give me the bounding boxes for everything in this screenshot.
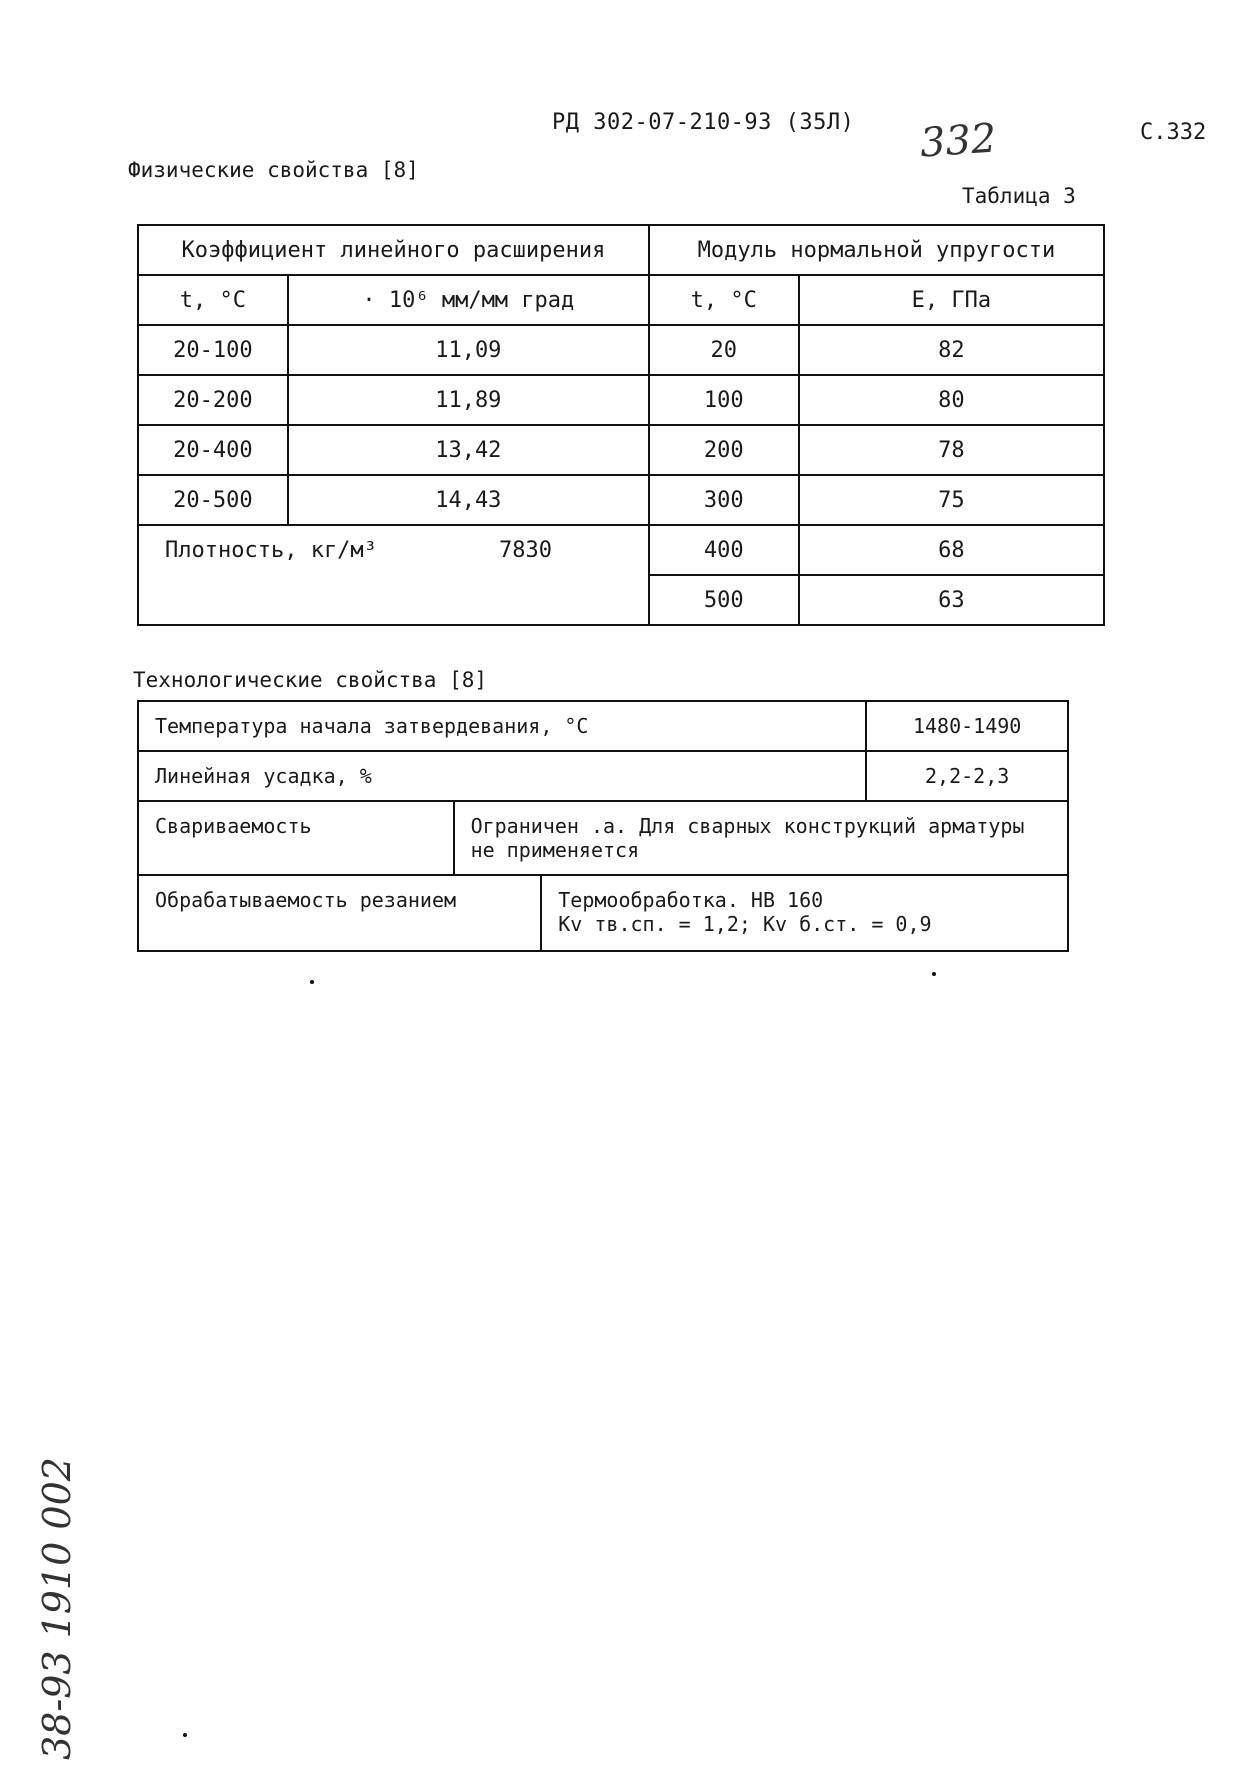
table-row (138, 701, 1068, 751)
cell-modulus: 75 (799, 475, 1104, 525)
technological-properties-table (137, 700, 1069, 952)
subheader-modulus: E, ГПа (799, 275, 1104, 325)
cell-modulus: 68 (799, 525, 1104, 575)
cell-coefficient: 14,43 (288, 475, 649, 525)
density-label: Плотность, кг/м³ (165, 538, 377, 563)
table-row (138, 525, 1104, 575)
tech-value: Ограничен .а. Для сварных конструкций арматуры не применяется (454, 801, 1068, 875)
table-row (138, 325, 1104, 375)
table-header-row (138, 225, 1104, 275)
cell-temp: 300 (649, 475, 799, 525)
cell-coefficient: 11,09 (288, 325, 649, 375)
tech-value: 1480-1490 (866, 701, 1068, 751)
margin-handwritten-note: 38-93 1910 002 (35, 1457, 79, 1760)
scan-dot (932, 972, 936, 976)
tech-label: Линейная усадка, % (138, 751, 866, 801)
document-code: РД 302-07-210-93 (35Л) (552, 110, 855, 135)
subheader-temp: t, °C (649, 275, 799, 325)
density-cell (138, 525, 649, 625)
handwritten-page-number: 332 (918, 115, 998, 167)
table-row (138, 375, 1104, 425)
tech-value: 2,2-2,3 (866, 751, 1068, 801)
cell-coefficient: 13,42 (288, 425, 649, 475)
tech-value-line: Термообработка. HB 160 (558, 888, 824, 912)
tech-value-line: Kv тв.сп. = 1,2; Kv б.ст. = 0,9 (558, 912, 932, 936)
technological-section-title: Технологические свойства [8] (133, 668, 488, 692)
table-label: Таблица 3 (962, 184, 1076, 208)
cell-temp-range: 20-400 (138, 425, 288, 475)
cell-temp-range: 20-500 (138, 475, 288, 525)
cell-coefficient: 11,89 (288, 375, 649, 425)
table-row (138, 751, 1068, 801)
tech-label: Температура начала затвердевания, °C (138, 701, 866, 751)
subheader-coefficient: · 10⁶ мм/мм град (288, 275, 649, 325)
table-row (138, 801, 1068, 875)
col-group-elasticity: Модуль нормальной упругости (649, 225, 1104, 275)
cell-modulus: 82 (799, 325, 1104, 375)
density-value: 7830 (499, 538, 552, 563)
table-row (138, 425, 1104, 475)
table-row (138, 475, 1104, 525)
tech-label: Свариваемость (138, 801, 454, 875)
subheader-temp-range: t, °C (138, 275, 288, 325)
col-group-expansion: Коэффициент линейного расширения (138, 225, 649, 275)
table-subheader-row (138, 275, 1104, 325)
cell-modulus: 78 (799, 425, 1104, 475)
cell-temp: 200 (649, 425, 799, 475)
cell-temp: 400 (649, 525, 799, 575)
tech-label: Обрабатываемость резанием (138, 875, 541, 951)
cell-temp-range: 20-100 (138, 325, 288, 375)
cell-modulus: 80 (799, 375, 1104, 425)
physical-section-title: Физические свойства [8] (128, 158, 419, 182)
physical-properties-table (137, 224, 1105, 626)
scan-dot (310, 980, 314, 984)
page-number: С.332 (1140, 120, 1207, 145)
cell-modulus: 63 (799, 575, 1104, 625)
scan-dot (183, 1733, 187, 1737)
cell-temp-range: 20-200 (138, 375, 288, 425)
cell-temp: 100 (649, 375, 799, 425)
table-row (138, 875, 1068, 951)
cell-temp: 20 (649, 325, 799, 375)
tech-value (541, 875, 1068, 951)
cell-temp: 500 (649, 575, 799, 625)
